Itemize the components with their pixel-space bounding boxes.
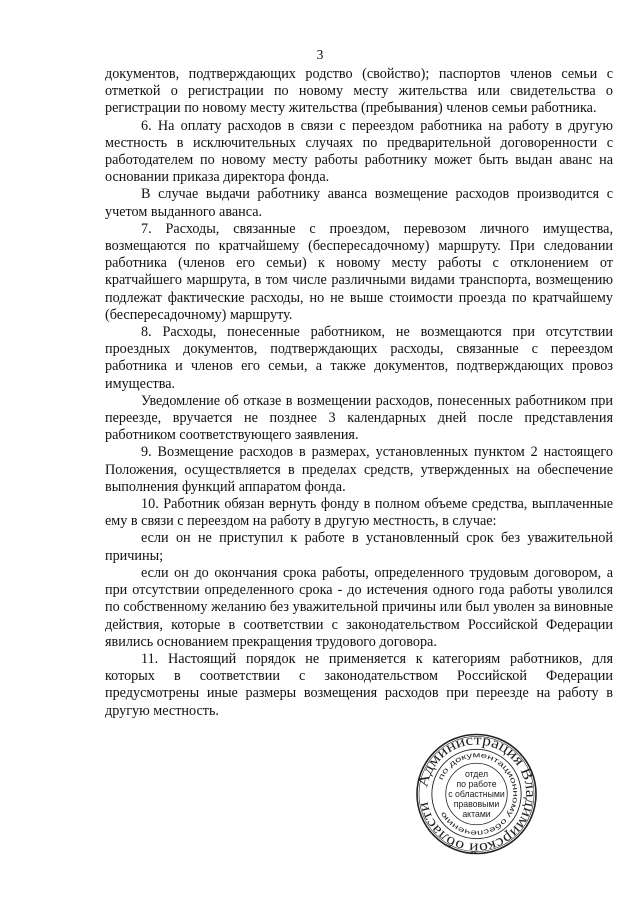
stamp-center-line-3: с областными [448,788,505,799]
stamp-center-line-1: отдел [464,769,489,780]
paragraph-5: 8. Расходы, понесенные работником, не возмещаются при отсутствии проездных документов, подтверждающих расходы, связанные с переездом работника и членов его семьи, а также документов, подтверждающих провоз имущества. [105,324,613,392]
paragraph-1: документов, подтверждающих родство (свойство); паспортов членов семьи с отметкой о регистрации по новому месту жительства или свидетельства о регистрации по новому месту жительства (пребывания) членов семьи работника. [105,66,613,117]
stamp-center-line-4: правовыми [453,798,500,809]
document-body [105,66,613,720]
paragraph-3: В случае выдачи работнику аванса возмещение расходов производится с учетом выданного аванса. [105,186,613,220]
stamp-inner-text: по документационному обеспечению [435,750,521,838]
stamp-outer-text: Администрация Владимирской области [415,732,538,856]
official-stamp [415,732,538,856]
page-number: 3 [316,47,324,62]
stamp-seal-icon [415,732,538,856]
paragraph-2: 6. На оплату расходов в связи с переездом работника на работу в другую местность в исключительных случаях по предварительной договоренности с работодателем по новому месту работы работнику может быть выдан аванс на основании приказа директора фонда. [105,117,613,186]
paragraph-7: 9. Возмещение расходов в размерах, установленных пунктом 2 настоящего Положения, осуществляется в пределах средств, утвержденных на обеспечение выполнения функций аппаратом фонда. [105,444,613,495]
paragraph-10: если он до окончания срока работы, определенного трудовым договором, а при отсутствии определенного срока - до истечения одного года работы уволился по собственному желанию без уважительной причины или был уволен за виновные действия, которые в соответствии с законодательством Российской Федерации явились основанием прекращения трудового договора. [105,564,613,650]
paragraph-4: 7. Расходы, связанные с проездом, перевозом личного имущества, возмещаются по кратчайшему (беспересадочному) маршруту. При следовании работника (членов его семьи) к новому месту работы с отклонением от кратчайшего маршрута, в том числе различными видами транспорта, возмещению подлежат фактические расходы, но не выше стоимости проезда по кратчайшему (беспересадочному) маршруту. [105,220,613,323]
paragraph-9: если он не приступил к работе в установленный срок без уважительной причины; [105,530,613,564]
stamp-center-line-2: по работе [456,779,497,790]
paragraph-8: 10. Работник обязан вернуть фонду в полном объеме средства, выплаченные ему в связи с переездом на работу в другую местность, в случае: [105,496,613,530]
paragraph-6: Уведомление об отказе в возмещении расходов, понесенных работником при переезде, вручается не позднее 3 календарных дней после представления работником соответствующего заявления. [105,392,613,444]
stamp-center-line-5: актами [462,808,491,819]
paragraph-11: 11. Настоящий порядок не применяется к категориям работников, для которых в соответствии с законодательством Российской Федерации предусмотрены иные размеры возмещения расходов при переезде на работу в другую местность. [105,650,613,719]
